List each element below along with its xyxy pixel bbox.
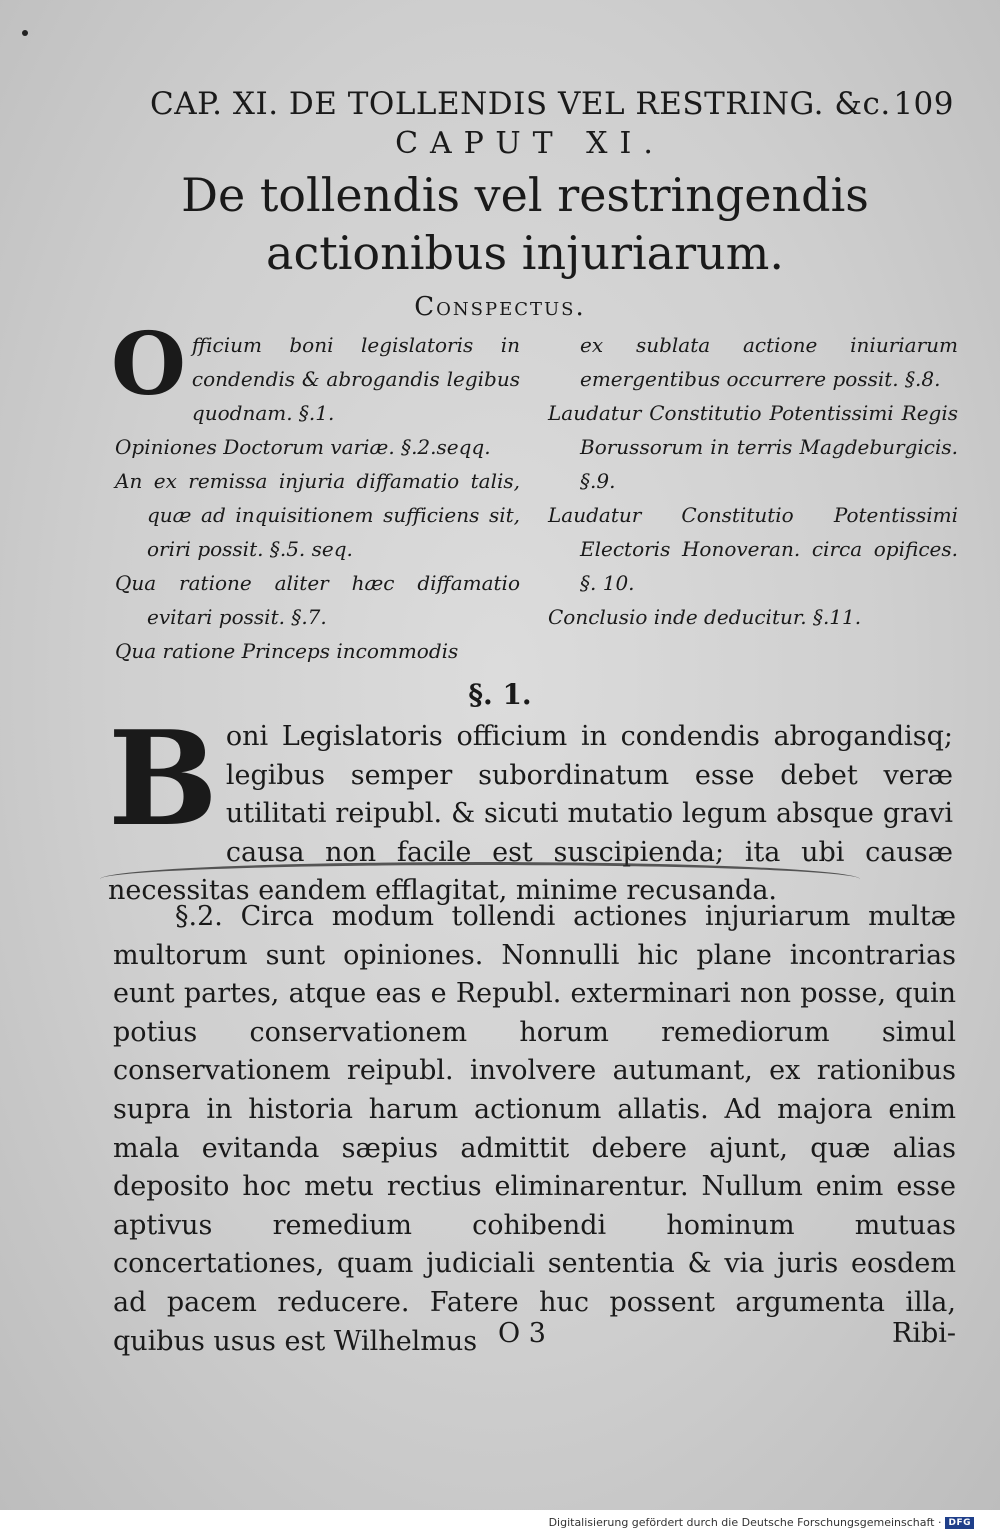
digitization-credit [549, 1516, 974, 1529]
conspectus-entry: An ex remissa injuria diffamatio talis, quæ ad inquisitionem sufficiens sit, oriri possit. §.5. seq. [115, 469, 520, 561]
conspectus-entry: Qua ratione Princeps incommodis [115, 639, 459, 663]
paragraph-2 [113, 898, 956, 1361]
conspectus-heading: Conspectus. [414, 292, 586, 322]
credit-text: Digitalisierung gefördert durch die Deutsche Forschungsgemeinschaft · [548, 1516, 942, 1529]
chapter-number: CAPUT XI. [395, 126, 665, 161]
paragraph-2-text: §.2. Circa modum tollendi actiones injuriarum multæ multorum sunt opiniones. Nonnulli hic plane incontrarias eunt partes, atque eas e Republ. exterminari non posse, quin potius conservationem horum remediorum simul conservationem reipubl. involvere autumant, ex rationibus supra in historia harum actionum allatis. Ad majora enim mala evitanda sæpius admittit debere ajunt, quæ alias deposito hoc metu rectius eliminarentur. Nullum enim esse aptivus remedium cohibendi hominum mutuas concertationes, quam judiciali sententia & via juris eosdem ad pacem reducere. Fatere huc possent argumenta illa, quibus usus est Wilhelmus [113, 901, 956, 1357]
ink-spot [22, 30, 28, 36]
paragraph-1-text: oni Legislatoris officium in condendis abrogandisq; legibus semper subordinatum esse debet veræ utilitati reipubl. & sicuti mutatio legum absque gravi causa non facile est suscipienda; ita ubi causæ necessitas eandem efflagitat, minime recusanda. [108, 721, 953, 906]
conspectus-entry: Opiniones Doctorum variæ. §.2.seqq. [115, 435, 491, 459]
chapter-title: De tollendis vel restringendis actionibus injuriarum. [181, 168, 869, 280]
section-mark: §. 1. [468, 678, 532, 711]
conspectus-entry: Laudatur Constitutio Potentissimi Regis Borussorum in terris Magdeburgicis. §.9. [548, 401, 958, 493]
conspectus-entry: Laudatur Constitutio Potentissimi Electoris Honoveran. circa opifices. §. 10. [548, 503, 958, 595]
running-head-title: CAP. XI. DE TOLLENDIS VEL RESTRING. &c. [150, 86, 891, 122]
conspectus-entry-text: fficium boni legislatoris in condendis & abrogandis legibus quodnam. §.1. [191, 333, 520, 425]
drop-cap-b: B [108, 702, 218, 855]
running-head [150, 86, 960, 126]
page-footer [113, 1318, 956, 1358]
conspectus-entry: Qua ratione aliter hæc diffamatio evitari possit. §.7. [115, 571, 520, 629]
signature-mark: O 3 [498, 1318, 546, 1349]
conspectus-entry: Conclusio inde deducitur. §.11. [548, 605, 862, 629]
conspectus-right-column [548, 328, 958, 634]
catchword: Ribi- [891, 1318, 956, 1349]
conspectus-entry: ex sublata actione iniuriarum emergentibus occurrere possit. §.8. [580, 333, 958, 391]
conspectus-left-column [111, 314, 520, 668]
dfg-logo-icon: DFG [945, 1517, 974, 1529]
drop-cap-o: O [111, 314, 186, 415]
page-number: 109 [893, 86, 954, 122]
conspectus-entry [111, 314, 520, 430]
